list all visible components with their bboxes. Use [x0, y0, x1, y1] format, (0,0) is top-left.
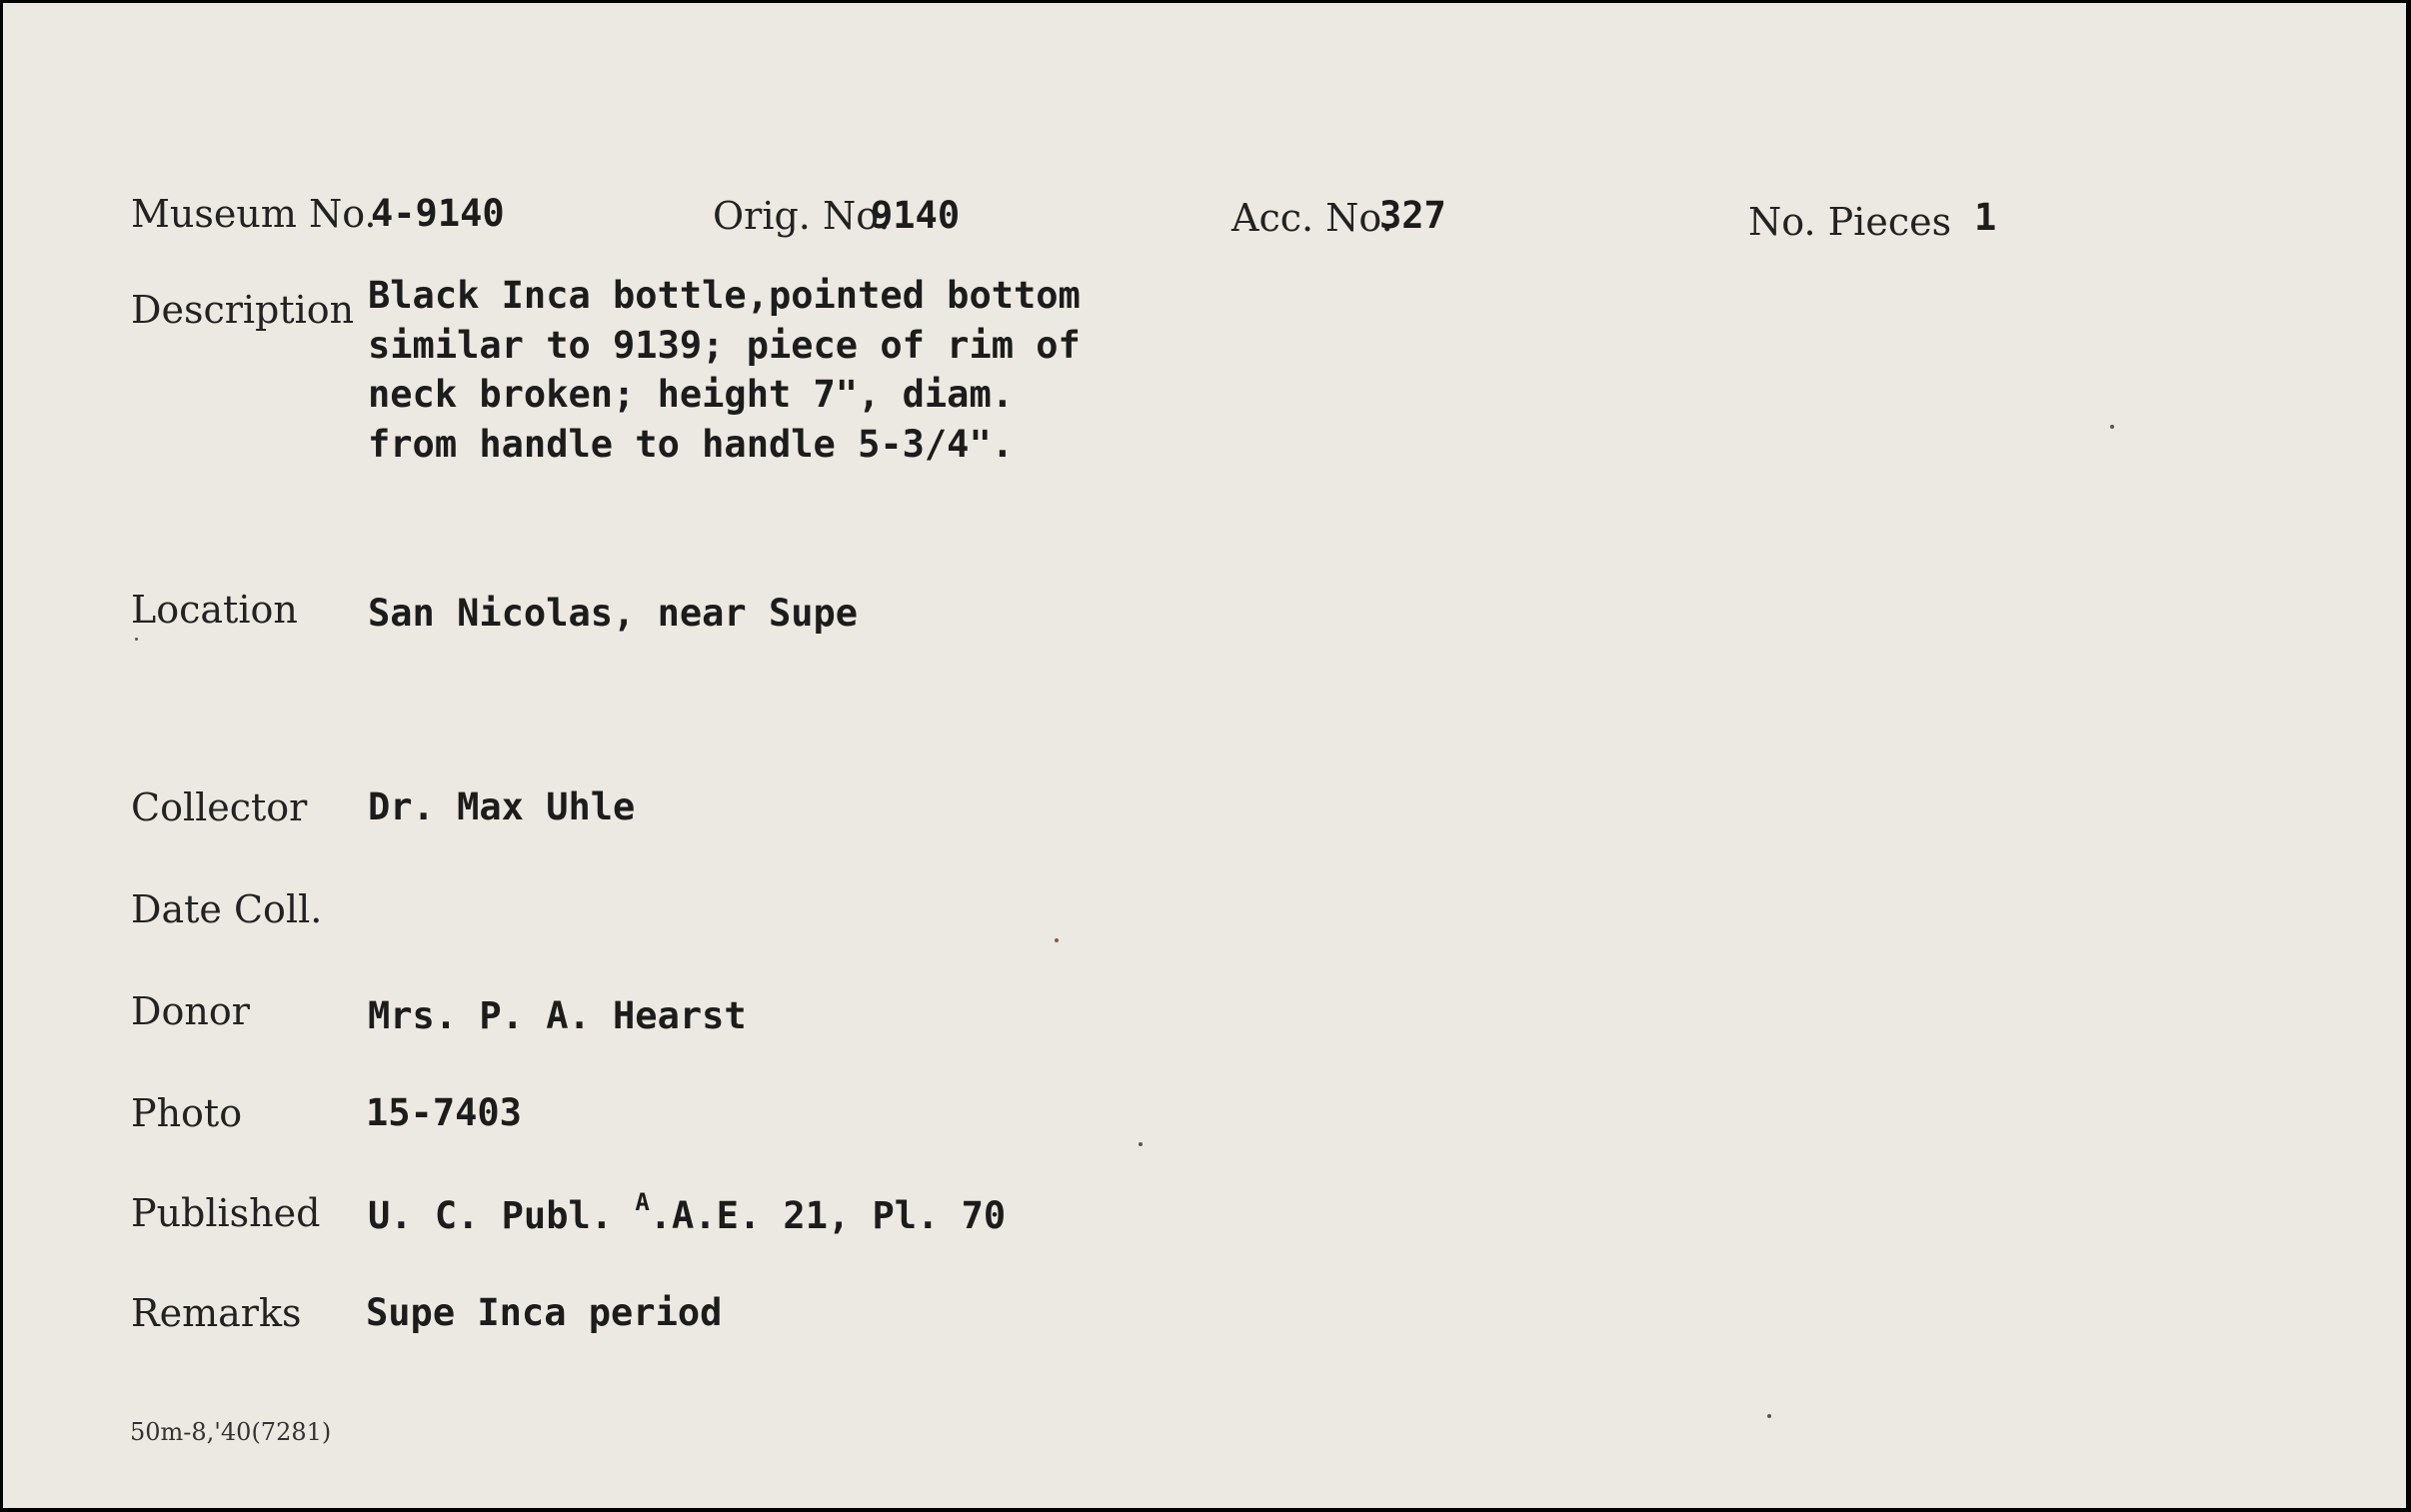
description-label: Description [131, 288, 355, 332]
published-value-sup: A [635, 1188, 650, 1216]
museum-no-label: Museum No. [131, 192, 377, 236]
date-coll-label: Date Coll. [131, 887, 323, 931]
paper-speck [1055, 938, 1059, 942]
collector-label: Collector [131, 785, 308, 829]
description-text [368, 271, 1081, 469]
remarks-label: Remarks [131, 1291, 302, 1335]
published-value-pre: U. C. Publ. [368, 1194, 636, 1237]
description-line: from handle to handle 5-3/4". [368, 422, 1015, 466]
donor-label: Donor [131, 989, 250, 1033]
location-label: Location [131, 588, 298, 632]
orig-no-label: Orig. No. [713, 194, 891, 238]
published-label: Published [131, 1191, 321, 1235]
acc-no-label: Acc. No. [1231, 196, 1393, 240]
description-line: neck broken; height 7", diam. [368, 373, 1015, 416]
paper-speck [1767, 1414, 1771, 1418]
paper-speck [135, 638, 138, 641]
remarks-value: Supe Inca period [366, 1291, 723, 1334]
paper-speck [2110, 425, 2114, 429]
paper-speck [1139, 1142, 1143, 1146]
orig-no-value: 9140 [871, 194, 961, 237]
print-code: 50m-8,'40(7281) [130, 1418, 332, 1446]
photo-label: Photo [131, 1091, 243, 1135]
published-value-post: .A.E. 21, Pl. 70 [649, 1194, 1007, 1237]
donor-value: Mrs. P. A. Hearst [368, 994, 747, 1037]
location-value: San Nicolas, near Supe [368, 592, 859, 635]
description-line: Black Inca bottle,pointed bottom [368, 274, 1081, 317]
acc-no-value: 327 [1379, 194, 1446, 237]
description-line: similar to 9139; piece of rim of [368, 323, 1081, 367]
no-pieces-label: No. Pieces [1748, 200, 1952, 244]
collector-value: Dr. Max Uhle [368, 785, 636, 828]
published-value [368, 1188, 1007, 1237]
photo-value: 15-7403 [366, 1091, 522, 1134]
catalog-card [3, 3, 2406, 1508]
museum-no-value: 4-9140 [371, 192, 505, 235]
no-pieces-value: 1 [1974, 196, 1997, 239]
